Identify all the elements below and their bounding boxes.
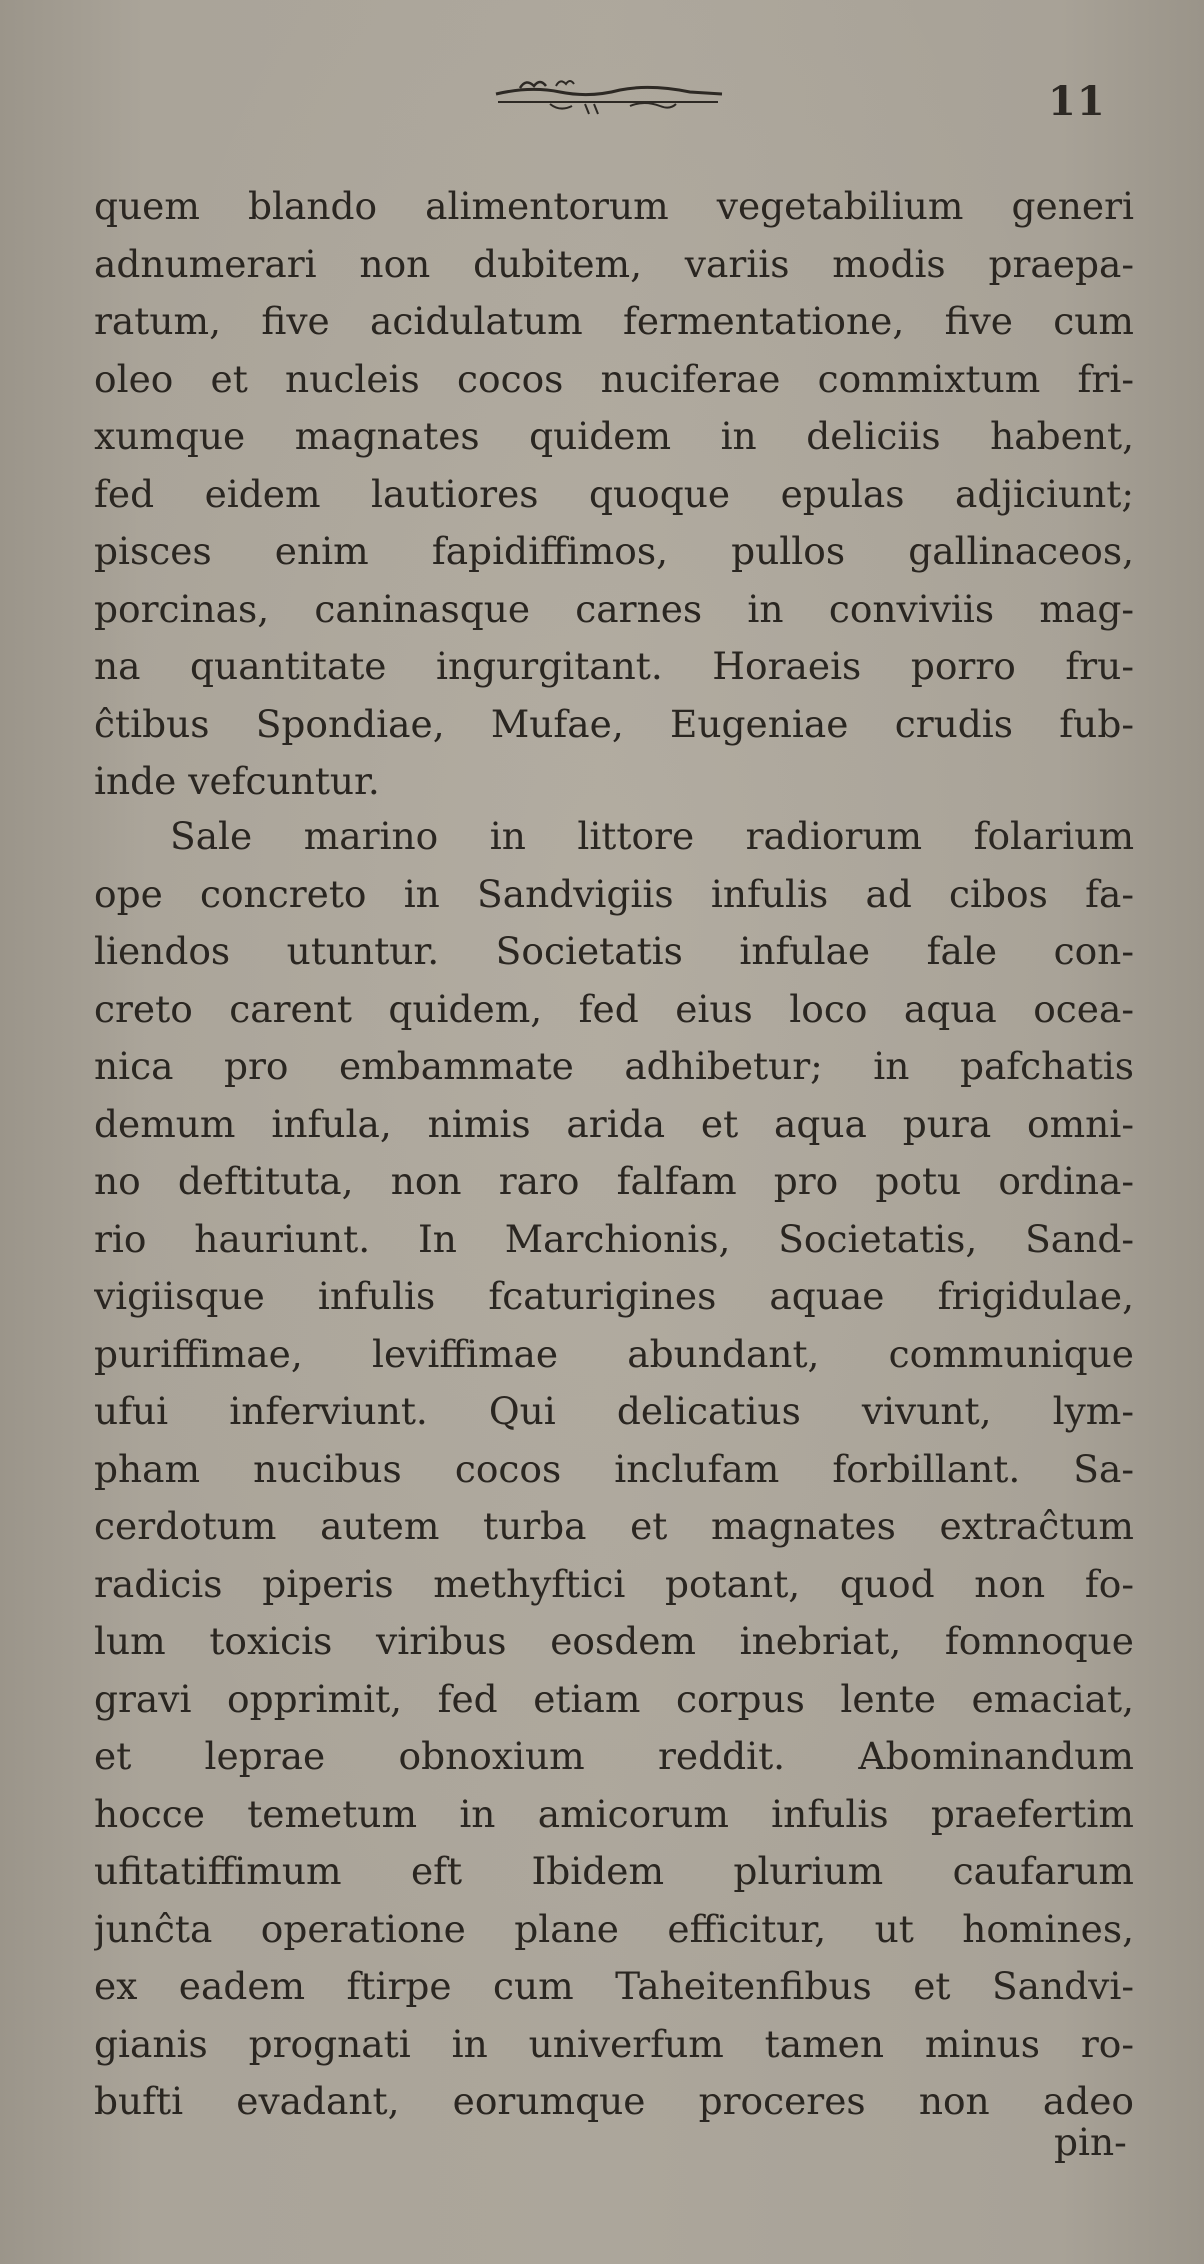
- paragraph-2: [94, 808, 1134, 2131]
- printers-ornament-icon: [490, 72, 730, 122]
- text-line: na quantitate ingurgitant. Horaeis porro fru-: [94, 644, 1134, 688]
- text-line: porcinas, caninasque carnes in conviviis mag-: [94, 586, 1134, 631]
- text-line: nica pro embammate adhibetur; in pafchatis: [94, 1044, 1134, 1088]
- page-header: [0, 62, 1204, 125]
- text-line: no deftituta, non raro falfam pro potu ordina-: [94, 1159, 1134, 1203]
- text-line: vigiisque infulis fcaturigines aquae frigidulae,: [94, 1274, 1134, 1318]
- text-line: ufitatiffimum eft Ibidem plurium caufarum: [94, 1849, 1134, 1893]
- text-line: Sale marino in littore radiorum folarium: [170, 814, 1134, 858]
- text-line: ufui inferviunt. Qui delicatius vivunt, lym-: [94, 1389, 1134, 1433]
- text-line: liendos utuntur. Societatis infulae fale con-: [94, 929, 1134, 973]
- text-line: gravi opprimit, fed etiam corpus lente emaciat,: [94, 1676, 1134, 1721]
- text-line: pisces enim fapidiffimos, pullos gallinaceos,: [94, 529, 1134, 573]
- text-line: quem blando alimentorum vegetabilium generi: [94, 184, 1134, 228]
- text-line: oleo et nucleis cocos nuciferae commixtum fri-: [94, 356, 1134, 401]
- text-line: fed eidem lautiores quoque epulas adjiciunt;: [94, 471, 1134, 516]
- paragraph-1: [94, 178, 1134, 811]
- text-line: cerdotum autem turba et magnates extraĉtum: [94, 1504, 1134, 1548]
- text-line: bufti evadant, eorumque proceres non adeo: [94, 2079, 1134, 2123]
- text-line: junĉta operatione plane efficitur, ut homines,: [94, 1906, 1134, 1951]
- catchword: pin-: [1054, 2120, 1127, 2164]
- text-line: inde vefcuntur.: [94, 759, 380, 803]
- text-line: hocce temetum in amicorum infulis praefertim: [94, 1791, 1134, 1836]
- text-line: rio hauriunt. In Marchionis, Societatis, Sand-: [94, 1216, 1134, 1261]
- text-line: demum infula, nimis arida et aqua pura omni-: [94, 1101, 1134, 1146]
- text-line: radicis piperis methyftici potant, quod non fo-: [94, 1561, 1134, 1606]
- text-line: ex eadem ftirpe cum Taheitenfibus et Sandvi-: [94, 1964, 1134, 2008]
- text-line: puriffimae, leviffimae abundant, communique: [94, 1331, 1134, 1376]
- text-line: lum toxicis viribus eosdem inebriat, fomnoque: [94, 1619, 1134, 1663]
- text-line: pham nucibus cocos inclufam forbillant. Sa-: [94, 1446, 1134, 1491]
- text-line: adnumerari non dubitem, variis modis praepa-: [94, 241, 1134, 286]
- text-line: xumque magnates quidem in deliciis habent,: [94, 414, 1134, 458]
- text-line: ratum, five acidulatum fermentatione, five cum: [94, 299, 1134, 343]
- text-line: creto carent quidem, fed eius loco aqua ocea-: [94, 986, 1134, 1031]
- text-line: ĉtibus Spondiae, Mufae, Eugeniae crudis fub-: [94, 701, 1134, 746]
- text-line: ope concreto in Sandvigiis infulis ad cibos fa-: [94, 871, 1134, 916]
- text-line: gianis prognati in univerfum tamen minus ro-: [94, 2021, 1134, 2066]
- text-line: et leprae obnoxium reddit. Abominandum: [94, 1734, 1134, 1778]
- page-number: 11: [1048, 78, 1106, 125]
